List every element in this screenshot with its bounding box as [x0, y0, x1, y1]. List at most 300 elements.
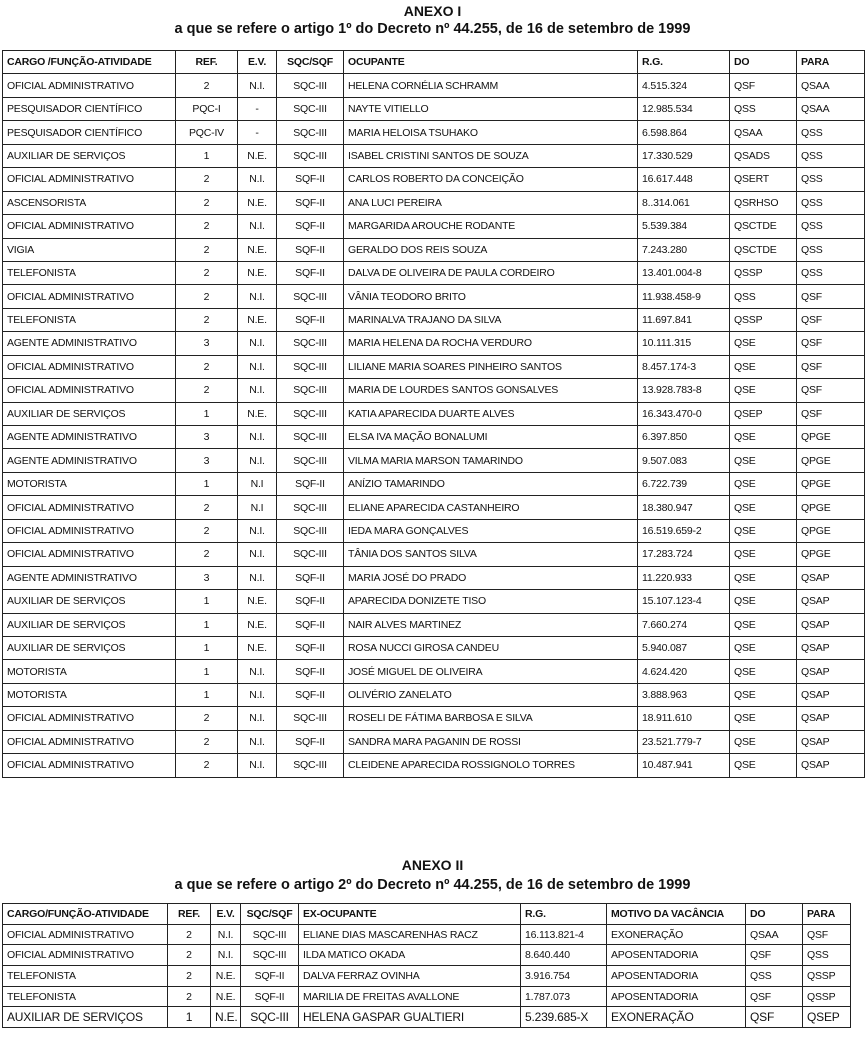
table-cell: 2 — [176, 238, 238, 261]
table-cell: 8..314.061 — [638, 191, 730, 214]
table-cell: N.E. — [238, 261, 277, 284]
table-cell: SQC-III — [241, 924, 299, 945]
table-cell: QSE — [730, 660, 797, 683]
annex2-header-row — [3, 904, 851, 925]
table-cell: 6.598.864 — [638, 121, 730, 144]
table-cell: 6.397.850 — [638, 426, 730, 449]
table-cell: QSF — [797, 379, 865, 402]
table-cell: JOSÉ MIGUEL DE OLIVEIRA — [344, 660, 638, 683]
column-header: DO — [730, 51, 797, 74]
column-header: PARA — [803, 904, 851, 925]
table-cell: QSF — [797, 402, 865, 425]
table-row — [3, 966, 851, 987]
table-row — [3, 613, 865, 636]
table-cell: SQC-III — [277, 379, 344, 402]
table-cell: QSF — [797, 355, 865, 378]
table-cell: N.I. — [238, 168, 277, 191]
table-cell: QSE — [730, 426, 797, 449]
table-cell: 1 — [176, 590, 238, 613]
table-cell: QSSP — [803, 986, 851, 1007]
table-row — [3, 636, 865, 659]
table-cell: OFICIAL ADMINISTRATIVO — [3, 754, 176, 777]
table-row — [3, 566, 865, 589]
table-cell: TELEFONISTA — [3, 986, 168, 1007]
table-cell: N.E. — [238, 191, 277, 214]
table-cell: QSS — [797, 238, 865, 261]
table-cell: N.I. — [238, 730, 277, 753]
table-cell: 3 — [176, 332, 238, 355]
table-cell: 10.487.941 — [638, 754, 730, 777]
table-cell: QSAA — [730, 121, 797, 144]
table-cell: 3 — [176, 449, 238, 472]
table-cell: QSS — [797, 168, 865, 191]
table-cell: QSF — [797, 308, 865, 331]
table-cell: QSE — [730, 683, 797, 706]
table-cell: QSE — [730, 519, 797, 542]
table-cell: 11.697.841 — [638, 308, 730, 331]
table-cell: 8.457.174-3 — [638, 355, 730, 378]
table-cell: N.I. — [238, 707, 277, 730]
table-row — [3, 402, 865, 425]
table-cell: 1 — [176, 660, 238, 683]
table-cell: OFICIAL ADMINISTRATIVO — [3, 74, 176, 97]
table-row — [3, 144, 865, 167]
table-cell: 4.515.324 — [638, 74, 730, 97]
table-cell: 7.243.280 — [638, 238, 730, 261]
table-cell: OFICIAL ADMINISTRATIVO — [3, 924, 168, 945]
table-cell: 11.220.933 — [638, 566, 730, 589]
table-cell: SQF-II — [277, 590, 344, 613]
table-row — [3, 449, 865, 472]
table-row — [3, 308, 865, 331]
table-row — [3, 97, 865, 120]
table-cell: 2 — [176, 543, 238, 566]
table-cell: SQC-III — [241, 1007, 299, 1028]
table-cell: OFICIAL ADMINISTRATIVO — [3, 285, 176, 308]
table-cell: 9.507.083 — [638, 449, 730, 472]
table-cell: 5.239.685-X — [521, 1007, 607, 1028]
table-cell: SQF-II — [277, 261, 344, 284]
table-cell: APOSENTADORIA — [607, 986, 746, 1007]
table-cell: QSCTDE — [730, 215, 797, 238]
table-cell: 2 — [176, 754, 238, 777]
annex1-title: ANEXO I — [403, 3, 462, 19]
table-cell: SQC-III — [277, 144, 344, 167]
table-cell: MARIA JOSÉ DO PRADO — [344, 566, 638, 589]
table-cell: 2 — [176, 519, 238, 542]
column-header: PARA — [797, 51, 865, 74]
table-cell: QSS — [746, 966, 803, 987]
table-cell: N.I. — [238, 215, 277, 238]
table-cell: LILIANE MARIA SOARES PINHEIRO SANTOS — [344, 355, 638, 378]
table-cell: N.I. — [238, 285, 277, 308]
table-row — [3, 191, 865, 214]
table-row — [3, 986, 851, 1007]
table-cell: 1.787.073 — [521, 986, 607, 1007]
table-cell: 2 — [168, 966, 211, 987]
table-cell: QSE — [730, 496, 797, 519]
table-row — [3, 238, 865, 261]
table-cell: NAYTE VITIELLO — [344, 97, 638, 120]
table-cell: SQF-II — [277, 613, 344, 636]
table-cell: QSAA — [746, 924, 803, 945]
table-cell: QSE — [730, 590, 797, 613]
table-cell: 16.617.448 — [638, 168, 730, 191]
table-cell: SQC-III — [277, 97, 344, 120]
column-header: EX-OCUPANTE — [299, 904, 521, 925]
table-cell: MARINALVA TRAJANO DA SILVA — [344, 308, 638, 331]
table-cell: ANÍZIO TAMARINDO — [344, 472, 638, 495]
table-cell: SQC-III — [277, 496, 344, 519]
table-cell: PESQUISADOR CIENTÍFICO — [3, 121, 176, 144]
table-cell: SQC-III — [277, 519, 344, 542]
table-cell: MARGARIDA AROUCHE RODANTE — [344, 215, 638, 238]
table-cell: SQC-III — [277, 121, 344, 144]
table-cell: N.I. — [238, 355, 277, 378]
table-cell: 2 — [176, 379, 238, 402]
table-cell: SQC-III — [277, 754, 344, 777]
table-cell: DALVA FERRAZ OVINHA — [299, 966, 521, 987]
table-cell: 23.521.779-7 — [638, 730, 730, 753]
table-cell: QSF — [803, 924, 851, 945]
table-cell: 2 — [176, 308, 238, 331]
table-row — [3, 683, 865, 706]
table-cell: SQF-II — [277, 168, 344, 191]
table-cell: 2 — [176, 707, 238, 730]
table-cell: SQF-II — [277, 238, 344, 261]
table-cell: N.I. — [238, 660, 277, 683]
table-cell: MOTORISTA — [3, 472, 176, 495]
table-row — [3, 707, 865, 730]
table-cell: OFICIAL ADMINISTRATIVO — [3, 168, 176, 191]
table-cell: SQC-III — [277, 543, 344, 566]
table-cell: QSAP — [797, 636, 865, 659]
table-row — [3, 426, 865, 449]
table-row — [3, 285, 865, 308]
table-cell: SQF-II — [241, 966, 299, 987]
table-cell: 2 — [176, 355, 238, 378]
table-cell: AGENTE ADMINISTRATIVO — [3, 426, 176, 449]
table-cell: AUXILIAR DE SERVIÇOS — [3, 1007, 168, 1028]
table-cell: MOTORISTA — [3, 683, 176, 706]
table-cell: OFICIAL ADMINISTRATIVO — [3, 543, 176, 566]
table-cell: QSE — [730, 613, 797, 636]
table-cell: 11.938.458-9 — [638, 285, 730, 308]
annex1-header-row — [3, 51, 865, 74]
table-cell: N.I. — [238, 683, 277, 706]
table-cell: 17.330.529 — [638, 144, 730, 167]
table-cell: SQC-III — [277, 402, 344, 425]
table-cell: N.I — [238, 496, 277, 519]
column-header: SQC/SQF — [277, 51, 344, 74]
column-header: REF. — [176, 51, 238, 74]
table-cell: SQF-II — [277, 215, 344, 238]
table-cell: 1 — [176, 402, 238, 425]
table-cell: 1 — [168, 1007, 211, 1028]
table-cell: KATIA APARECIDA DUARTE ALVES — [344, 402, 638, 425]
column-header: DO — [746, 904, 803, 925]
table-cell: QPGE — [797, 449, 865, 472]
table-cell: QPGE — [797, 496, 865, 519]
table-cell: QSS — [797, 215, 865, 238]
table-cell: 4.624.420 — [638, 660, 730, 683]
table-cell: QSCTDE — [730, 238, 797, 261]
table-cell: OFICIAL ADMINISTRATIVO — [3, 496, 176, 519]
column-header: MOTIVO DA VACÂNCIA — [607, 904, 746, 925]
table-row — [3, 261, 865, 284]
table-row — [3, 924, 851, 945]
table-cell: PQC-IV — [176, 121, 238, 144]
table-cell: ELIANE DIAS MASCARENHAS RACZ — [299, 924, 521, 945]
table-cell: 16.519.659-2 — [638, 519, 730, 542]
table-cell: DALVA DE OLIVEIRA DE PAULA CORDEIRO — [344, 261, 638, 284]
table-cell: 1 — [176, 636, 238, 659]
table-cell: N.E. — [238, 238, 277, 261]
table-cell: OFICIAL ADMINISTRATIVO — [3, 945, 168, 966]
table-cell: QSEP — [803, 1007, 851, 1028]
table-cell: 1 — [176, 683, 238, 706]
table-cell: EXONERAÇÃO — [607, 924, 746, 945]
table-cell: AGENTE ADMINISTRATIVO — [3, 566, 176, 589]
table-row — [3, 472, 865, 495]
table-cell: QSSP — [803, 966, 851, 987]
table-cell: QSRHSO — [730, 191, 797, 214]
table-cell: 5.539.384 — [638, 215, 730, 238]
column-header: SQC/SQF — [241, 904, 299, 925]
table-cell: 3.916.754 — [521, 966, 607, 987]
table-row — [3, 590, 865, 613]
table-cell: ANA LUCI PEREIRA — [344, 191, 638, 214]
table-cell: VIGIA — [3, 238, 176, 261]
table-cell: 18.911.610 — [638, 707, 730, 730]
table-cell: 1 — [176, 613, 238, 636]
column-header: OCUPANTE — [344, 51, 638, 74]
column-header: CARGO /FUNÇÃO-ATIVIDADE — [3, 51, 176, 74]
column-header: CARGO/FUNÇÃO-ATIVIDADE — [3, 904, 168, 925]
table-cell: SQF-II — [241, 986, 299, 1007]
table-cell: QSSP — [730, 308, 797, 331]
table-row — [3, 379, 865, 402]
table-row — [3, 121, 865, 144]
annex1-subtitle: a que se refere o artigo 1º do Decreto nº 44.255, de 16 de setembro de 1999 — [174, 21, 691, 37]
table-row — [3, 754, 865, 777]
table-cell: 8.640.440 — [521, 945, 607, 966]
table-cell: QSF — [730, 74, 797, 97]
table-cell: GERALDO DOS REIS SOUZA — [344, 238, 638, 261]
table-cell: SQF-II — [277, 308, 344, 331]
table-cell: QSS — [797, 191, 865, 214]
table-cell: 17.283.724 — [638, 543, 730, 566]
table-cell: N.I. — [211, 945, 241, 966]
table-cell: QPGE — [797, 519, 865, 542]
table-cell: N.I. — [238, 332, 277, 355]
table-cell: QSF — [797, 285, 865, 308]
column-header: REF. — [168, 904, 211, 925]
table-cell: SQF-II — [277, 660, 344, 683]
table-cell: SQF-II — [277, 472, 344, 495]
table-cell: N.E. — [211, 986, 241, 1007]
table-cell: QSSP — [730, 261, 797, 284]
table-cell: MARIA HELOISA TSUHAKO — [344, 121, 638, 144]
table-row — [3, 355, 865, 378]
table-cell: QSERT — [730, 168, 797, 191]
table-cell: QSAP — [797, 683, 865, 706]
table-cell: 3.888.963 — [638, 683, 730, 706]
table-cell: 2 — [168, 924, 211, 945]
table-row — [3, 74, 865, 97]
table-cell: QSE — [730, 707, 797, 730]
table-cell: QSAA — [797, 74, 865, 97]
table-cell: ROSELI DE FÁTIMA BARBOSA E SILVA — [344, 707, 638, 730]
table-cell: TÂNIA DOS SANTOS SILVA — [344, 543, 638, 566]
table-cell: APARECIDA DONIZETE TISO — [344, 590, 638, 613]
table-cell: QSAP — [797, 707, 865, 730]
table-cell: 2 — [176, 168, 238, 191]
table-cell: ELIANE APARECIDA CASTANHEIRO — [344, 496, 638, 519]
table-cell: 2 — [176, 261, 238, 284]
table-cell: 2 — [176, 215, 238, 238]
table-cell: AUXILIAR DE SERVIÇOS — [3, 144, 176, 167]
table-cell: ILDA MATICO OKADA — [299, 945, 521, 966]
table-cell: AUXILIAR DE SERVIÇOS — [3, 402, 176, 425]
table-cell: 12.985.534 — [638, 97, 730, 120]
table-row — [3, 945, 851, 966]
table-row — [3, 1007, 851, 1028]
table-cell: SQF-II — [277, 730, 344, 753]
table-cell: TELEFONISTA — [3, 966, 168, 987]
table-cell: CLEIDENE APARECIDA ROSSIGNOLO TORRES — [344, 754, 638, 777]
table-cell: 7.660.274 — [638, 613, 730, 636]
column-header: R.G. — [638, 51, 730, 74]
table-cell: 5.940.087 — [638, 636, 730, 659]
table-cell: QSAP — [797, 613, 865, 636]
table-cell: VÂNIA TEODORO BRITO — [344, 285, 638, 308]
table-cell: SQC-III — [277, 332, 344, 355]
table-cell: OLIVÉRIO ZANELATO — [344, 683, 638, 706]
table-cell: QSF — [746, 945, 803, 966]
table-cell: N.E. — [238, 402, 277, 425]
table-cell: SQC-III — [277, 285, 344, 308]
table-cell: OFICIAL ADMINISTRATIVO — [3, 707, 176, 730]
table-cell: 2 — [176, 74, 238, 97]
table-cell: QSS — [797, 144, 865, 167]
table-cell: AUXILIAR DE SERVIÇOS — [3, 590, 176, 613]
table-cell: TELEFONISTA — [3, 261, 176, 284]
table-cell: HELENA CORNÉLIA SCHRAMM — [344, 74, 638, 97]
annex1-table — [2, 50, 865, 778]
table-cell: SQC-III — [277, 426, 344, 449]
column-header: E.V. — [211, 904, 241, 925]
table-cell: 15.107.123-4 — [638, 590, 730, 613]
table-cell: OFICIAL ADMINISTRATIVO — [3, 519, 176, 542]
table-cell: SQF-II — [277, 191, 344, 214]
table-cell: QSAP — [797, 754, 865, 777]
table-cell: 2 — [176, 285, 238, 308]
table-cell: QSE — [730, 566, 797, 589]
table-cell: QSE — [730, 636, 797, 659]
table-cell: QSS — [730, 97, 797, 120]
table-cell: QSF — [746, 1007, 803, 1028]
table-cell: N.E. — [238, 144, 277, 167]
table-row — [3, 332, 865, 355]
table-cell: ISABEL CRISTINI SANTOS DE SOUZA — [344, 144, 638, 167]
table-cell: ASCENSORISTA — [3, 191, 176, 214]
table-cell: QSE — [730, 543, 797, 566]
table-cell: QSAP — [797, 590, 865, 613]
table-cell: 2 — [176, 191, 238, 214]
table-row — [3, 660, 865, 683]
table-cell: MARILIA DE FREITAS AVALLONE — [299, 986, 521, 1007]
table-row — [3, 215, 865, 238]
table-cell: 16.113.821-4 — [521, 924, 607, 945]
annex2-title: ANEXO II — [401, 857, 464, 873]
table-cell: QSF — [746, 986, 803, 1007]
table-cell: 6.722.739 — [638, 472, 730, 495]
table-row — [3, 168, 865, 191]
table-cell: QPGE — [797, 543, 865, 566]
table-cell: SQC-III — [277, 74, 344, 97]
table-cell: QSS — [797, 261, 865, 284]
table-cell: QSAP — [797, 730, 865, 753]
table-cell: 2 — [176, 496, 238, 519]
table-cell: 1 — [176, 472, 238, 495]
table-cell: QSS — [797, 121, 865, 144]
table-row — [3, 730, 865, 753]
column-header: E.V. — [238, 51, 277, 74]
annex2-subtitle: a que se refere o artigo 2º do Decreto nº 44.255, de 16 de setembro de 1999 — [174, 877, 691, 893]
table-cell: 2 — [168, 945, 211, 966]
table-cell: 2 — [176, 730, 238, 753]
table-cell: QSE — [730, 355, 797, 378]
annex2-table — [2, 903, 851, 1028]
table-cell: QSAP — [797, 660, 865, 683]
table-cell: QSAA — [797, 97, 865, 120]
table-cell: SQC-III — [277, 355, 344, 378]
table-cell: QSE — [730, 332, 797, 355]
table-cell: QSE — [730, 472, 797, 495]
table-cell: 10.111.315 — [638, 332, 730, 355]
table-cell: N.I. — [238, 754, 277, 777]
table-cell: 3 — [176, 426, 238, 449]
table-cell: QPGE — [797, 426, 865, 449]
table-cell: PQC-I — [176, 97, 238, 120]
table-cell: N.I — [238, 472, 277, 495]
table-cell: NAIR ALVES MARTINEZ — [344, 613, 638, 636]
table-cell: ELSA IVA MAÇÃO BONALUMI — [344, 426, 638, 449]
table-cell: N.E. — [238, 590, 277, 613]
table-cell: AGENTE ADMINISTRATIVO — [3, 332, 176, 355]
table-cell: N.I. — [238, 519, 277, 542]
table-row — [3, 543, 865, 566]
table-cell: MOTORISTA — [3, 660, 176, 683]
table-cell: QSEP — [730, 402, 797, 425]
table-cell: OFICIAL ADMINISTRATIVO — [3, 355, 176, 378]
table-cell: APOSENTADORIA — [607, 945, 746, 966]
table-cell: N.E. — [238, 636, 277, 659]
table-row — [3, 519, 865, 542]
table-cell: VILMA MARIA MARSON TAMARINDO — [344, 449, 638, 472]
table-cell: AGENTE ADMINISTRATIVO — [3, 449, 176, 472]
table-cell: OFICIAL ADMINISTRATIVO — [3, 215, 176, 238]
table-cell: AUXILIAR DE SERVIÇOS — [3, 636, 176, 659]
table-cell: MARIA DE LOURDES SANTOS GONSALVES — [344, 379, 638, 402]
table-cell: QSE — [730, 379, 797, 402]
table-cell: AUXILIAR DE SERVIÇOS — [3, 613, 176, 636]
table-cell: SQF-II — [277, 683, 344, 706]
table-cell: IEDA MARA GONÇALVES — [344, 519, 638, 542]
table-cell: N.E. — [211, 966, 241, 987]
table-cell: SQC-III — [277, 707, 344, 730]
